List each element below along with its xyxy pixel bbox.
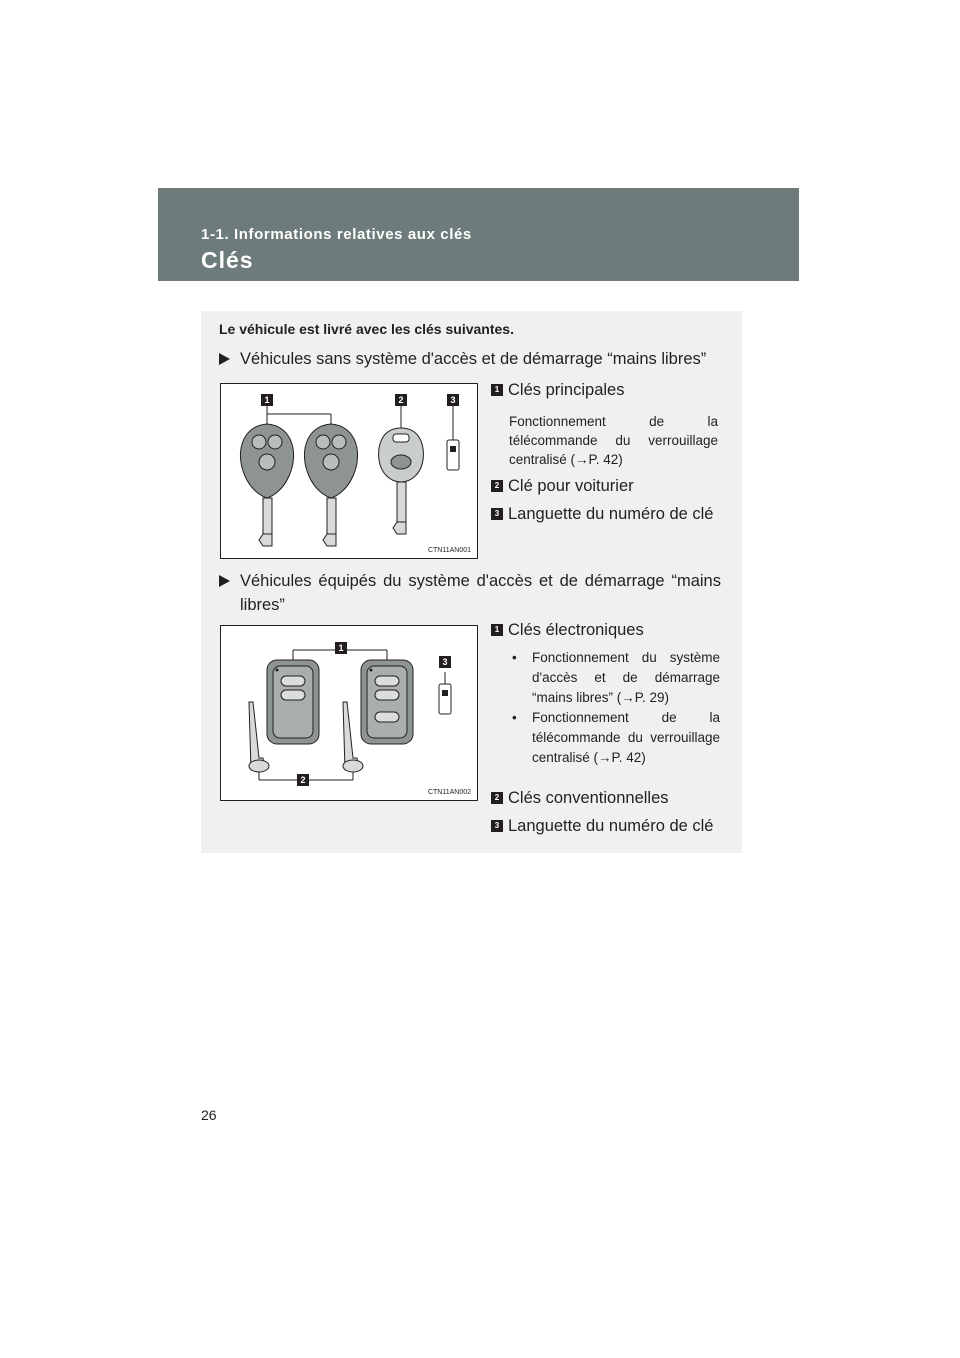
sub-text: Fonctionnement de la télécommande du verrouillage centralisé (→P. 42): [532, 710, 720, 765]
callout-2: 2: [395, 394, 407, 406]
group1-item-1-desc: Fonctionnement de la télécommande du verrouillage centralisé (→P. 42): [509, 414, 718, 467]
number-badge-icon: 1: [491, 624, 503, 636]
section-header: [158, 188, 799, 281]
number-badge-icon: 2: [491, 480, 503, 492]
group1-item-3: [491, 505, 714, 524]
group1-heading: [219, 347, 721, 371]
callout-2: 2: [297, 774, 309, 786]
key-number-tag: [439, 672, 451, 714]
electronic-keys-illustration-icon: [221, 626, 477, 800]
number-badge-icon: 3: [491, 508, 503, 520]
mechanical-key-1: [249, 702, 269, 772]
figure-code: CTN11AN001: [427, 547, 471, 554]
sub-text: Fonctionnement du système d'accès et de démarrage “mains libres” (→P. 29): [532, 650, 720, 705]
item-label: Clé pour voiturier: [508, 477, 634, 495]
group2-item-1-sub-2: [512, 708, 720, 768]
intro-text: Le véhicule est livré avec les clés suivantes.: [219, 321, 514, 337]
group1-heading-text: Véhicules sans système d'accès et de démarrage “mains libres”: [240, 350, 707, 368]
group2-item-1-sub-1: [512, 648, 720, 708]
item-label: Clés principales: [508, 381, 625, 399]
group1-item-1: [491, 381, 624, 400]
callout-1: 1: [261, 394, 273, 406]
item-label: Clés électroniques: [508, 621, 644, 639]
callout-3: 3: [447, 394, 459, 406]
item-label: Languette du numéro de clé: [508, 817, 714, 835]
bullet-dot-icon: •: [512, 710, 517, 725]
page-number: 26: [201, 1107, 217, 1123]
group1-item-2: [491, 477, 634, 496]
figure-conventional-keys: [220, 383, 478, 559]
number-badge-icon: 1: [491, 384, 503, 396]
item-label: Clés conventionnelles: [508, 789, 669, 807]
master-key-2: [304, 424, 357, 546]
group2-item-3: [491, 817, 714, 836]
group2-heading: [219, 569, 721, 617]
smart-key-1: [267, 660, 319, 744]
keys-illustration-icon: [221, 384, 477, 558]
mechanical-key-2: [343, 702, 363, 772]
group2-heading-text: Véhicules équipés du système d'accès et de démarrage “mains libres”: [240, 572, 721, 614]
callout-3: 3: [439, 656, 451, 668]
group2-item-1: [491, 621, 644, 640]
number-badge-icon: 2: [491, 792, 503, 804]
section-label: 1-1. Informations relatives aux clés: [201, 226, 472, 243]
page-title: Clés: [201, 247, 254, 273]
callout-1: 1: [335, 642, 347, 654]
master-key-1: [240, 424, 293, 546]
bullet-dot-icon: •: [512, 650, 517, 665]
arrow-bullet-icon: [219, 353, 230, 365]
key-number-tag: [447, 406, 459, 470]
number-badge-icon: 3: [491, 820, 503, 832]
item-label: Languette du numéro de clé: [508, 505, 714, 523]
smart-key-2: [361, 660, 413, 744]
figure-code: CTN11AN002: [427, 789, 471, 796]
group2-item-2: [491, 789, 669, 808]
figure-electronic-keys: [220, 625, 478, 801]
arrow-bullet-icon: [219, 575, 230, 587]
valet-key: [379, 428, 424, 534]
